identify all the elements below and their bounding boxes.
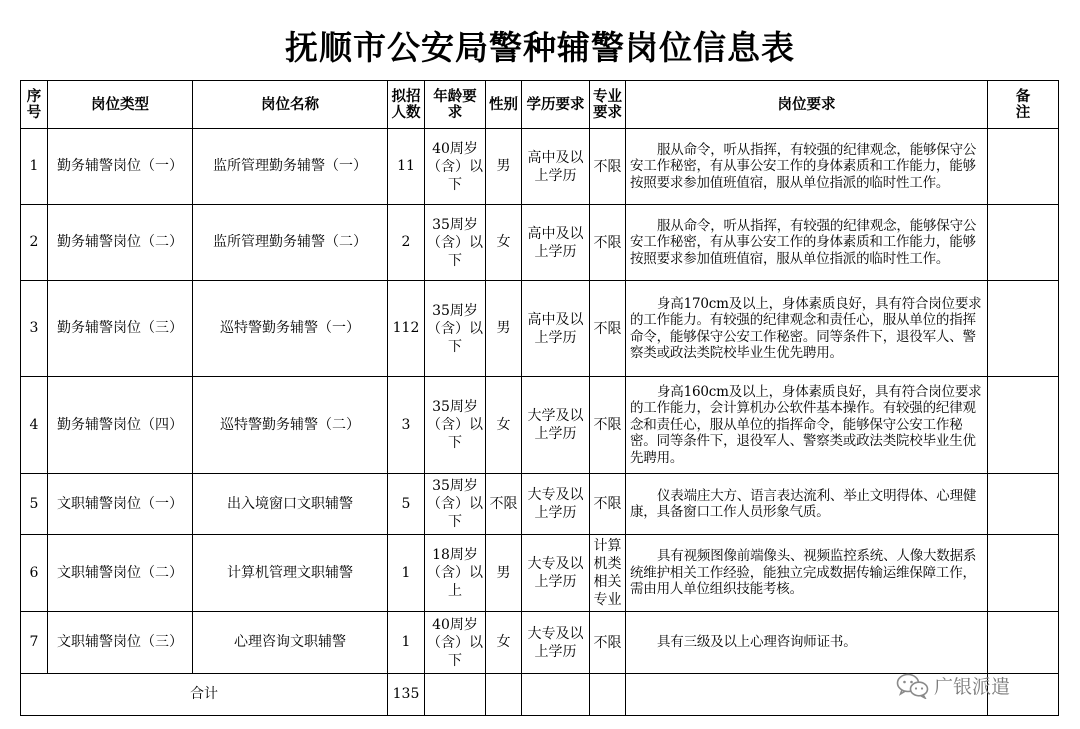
cell-age: 35周岁（含）以下 (425, 474, 486, 535)
header-count: 拟招人数 (388, 81, 425, 129)
total-empty (486, 674, 522, 716)
cell-req: 服从命令，听从指挥，有较强的纪律观念，能够保守公安工作秘密，有从事公安工作的身体素质和工作能力，能够按照要求参加值班值宿，服从单位指派的临时性工作。 (626, 205, 988, 281)
cell-count: 112 (388, 281, 425, 377)
cell-major: 不限 (590, 281, 626, 377)
cell-seq: 3 (21, 281, 48, 377)
cell-name: 监所管理勤务辅警（二） (193, 205, 388, 281)
table-row (21, 612, 1059, 674)
table-row (21, 474, 1059, 535)
position-table (20, 80, 1059, 716)
header-row (21, 81, 1059, 129)
cell-major: 不限 (590, 129, 626, 205)
cell-note (988, 612, 1059, 674)
header-gender: 性别 (486, 81, 522, 129)
cell-seq: 4 (21, 377, 48, 474)
cell-name: 巡特警勤务辅警（一） (193, 281, 388, 377)
total-empty (590, 674, 626, 716)
cell-req: 身高170cm及以上，身体素质良好，具有符合岗位要求的工作能力。有较强的纪律观念和责任心，服从单位的指挥命令，能够保守公安工作秘密。同等条件下，退役军人、警察类或政法类院校毕业生优先聘用。 (626, 281, 988, 377)
cell-count: 3 (388, 377, 425, 474)
cell-req: 具有视频图像前端像头、视频监控系统、人像大数据系统维护相关工作经验，能独立完成数据传输运维保障工作，需由用人单位组织技能考核。 (626, 535, 988, 612)
cell-gender: 男 (486, 281, 522, 377)
header-note: 备注 (988, 81, 1059, 129)
header-type: 岗位类型 (48, 81, 193, 129)
header-name: 岗位名称 (193, 81, 388, 129)
cell-age: 35周岁（含）以下 (425, 377, 486, 474)
cell-major: 不限 (590, 474, 626, 535)
cell-name: 计算机管理文职辅警 (193, 535, 388, 612)
header-edu: 学历要求 (522, 81, 590, 129)
cell-name: 监所管理勤务辅警（一） (193, 129, 388, 205)
total-empty (522, 674, 590, 716)
watermark-text: 广银派遣 (934, 676, 1011, 698)
cell-edu: 大学及以上学历 (522, 377, 590, 474)
cell-type: 勤务辅警岗位（一） (48, 129, 193, 205)
header-req: 岗位要求 (626, 81, 988, 129)
cell-gender: 女 (486, 377, 522, 474)
total-label: 合计 (21, 674, 388, 716)
header-age: 年龄要求 (425, 81, 486, 129)
cell-edu: 高中及以上学历 (522, 205, 590, 281)
cell-major: 不限 (590, 377, 626, 474)
cell-gender: 女 (486, 612, 522, 674)
header-seq: 序号 (21, 81, 48, 129)
cell-major: 不限 (590, 205, 626, 281)
cell-gender: 男 (486, 129, 522, 205)
cell-type: 勤务辅警岗位（四） (48, 377, 193, 474)
cell-note (988, 129, 1059, 205)
cell-edu: 高中及以上学历 (522, 129, 590, 205)
cell-age: 40周岁（含）以下 (425, 129, 486, 205)
cell-count: 2 (388, 205, 425, 281)
cell-note (988, 205, 1059, 281)
cell-age: 40周岁（含）以下 (425, 612, 486, 674)
cell-req: 仪表端庄大方、语言表达流利、举止文明得体、心理健康，具备窗口工作人员形象气质。 (626, 474, 988, 535)
table-row (21, 129, 1059, 205)
cell-req: 身高160cm及以上，身体素质良好，具有符合岗位要求的工作能力，会计算机办公软件基本操作。有较强的纪律观念和责任心，服从单位的指挥命令，能够保守公安工作秘密。同等条件下，退役军人、警察类或政法类院校毕业生优先聘用。 (626, 377, 988, 474)
cell-name: 出入境窗口文职辅警 (193, 474, 388, 535)
cell-major: 计算机类相关专业 (590, 535, 626, 612)
cell-name: 心理咨询文职辅警 (193, 612, 388, 674)
cell-note (988, 281, 1059, 377)
cell-note (988, 535, 1059, 612)
cell-gender: 女 (486, 205, 522, 281)
cell-type: 文职辅警岗位（一） (48, 474, 193, 535)
cell-type: 文职辅警岗位（二） (48, 535, 193, 612)
cell-seq: 7 (21, 612, 48, 674)
header-major: 专业要求 (590, 81, 626, 129)
cell-gender: 男 (486, 535, 522, 612)
cell-edu: 大专及以上学历 (522, 535, 590, 612)
watermark (896, 672, 1010, 699)
cell-type: 文职辅警岗位（三） (48, 612, 193, 674)
table-row (21, 377, 1059, 474)
table-row (21, 535, 1059, 612)
cell-age: 35周岁（含）以下 (425, 281, 486, 377)
cell-count: 1 (388, 535, 425, 612)
page-title: 抚顺市公安局警种辅警岗位信息表 (285, 28, 795, 67)
cell-edu: 大专及以上学历 (522, 474, 590, 535)
cell-type: 勤务辅警岗位（二） (48, 205, 193, 281)
wechat-icon (896, 673, 930, 699)
cell-seq: 1 (21, 129, 48, 205)
total-count: 135 (388, 674, 425, 716)
cell-req: 具有三级及以上心理咨询师证书。 (626, 612, 988, 674)
total-empty (425, 674, 486, 716)
cell-name: 巡特警勤务辅警（二） (193, 377, 388, 474)
cell-major: 不限 (590, 612, 626, 674)
table-row (21, 281, 1059, 377)
cell-age: 18周岁（含）以上 (425, 535, 486, 612)
cell-seq: 6 (21, 535, 48, 612)
cell-note (988, 474, 1059, 535)
cell-edu: 大专及以上学历 (522, 612, 590, 674)
cell-edu: 高中及以上学历 (522, 281, 590, 377)
cell-seq: 5 (21, 474, 48, 535)
cell-req: 服从命令，听从指挥，有较强的纪律观念，能够保守公安工作秘密，有从事公安工作的身体素质和工作能力，能够按照要求参加值班值宿，服从单位指派的临时性工作。 (626, 129, 988, 205)
cell-seq: 2 (21, 205, 48, 281)
cell-note (988, 377, 1059, 474)
cell-gender: 不限 (486, 474, 522, 535)
cell-count: 1 (388, 612, 425, 674)
cell-type: 勤务辅警岗位（三） (48, 281, 193, 377)
cell-count: 11 (388, 129, 425, 205)
cell-age: 35周岁（含）以下 (425, 205, 486, 281)
table-row (21, 205, 1059, 281)
cell-count: 5 (388, 474, 425, 535)
